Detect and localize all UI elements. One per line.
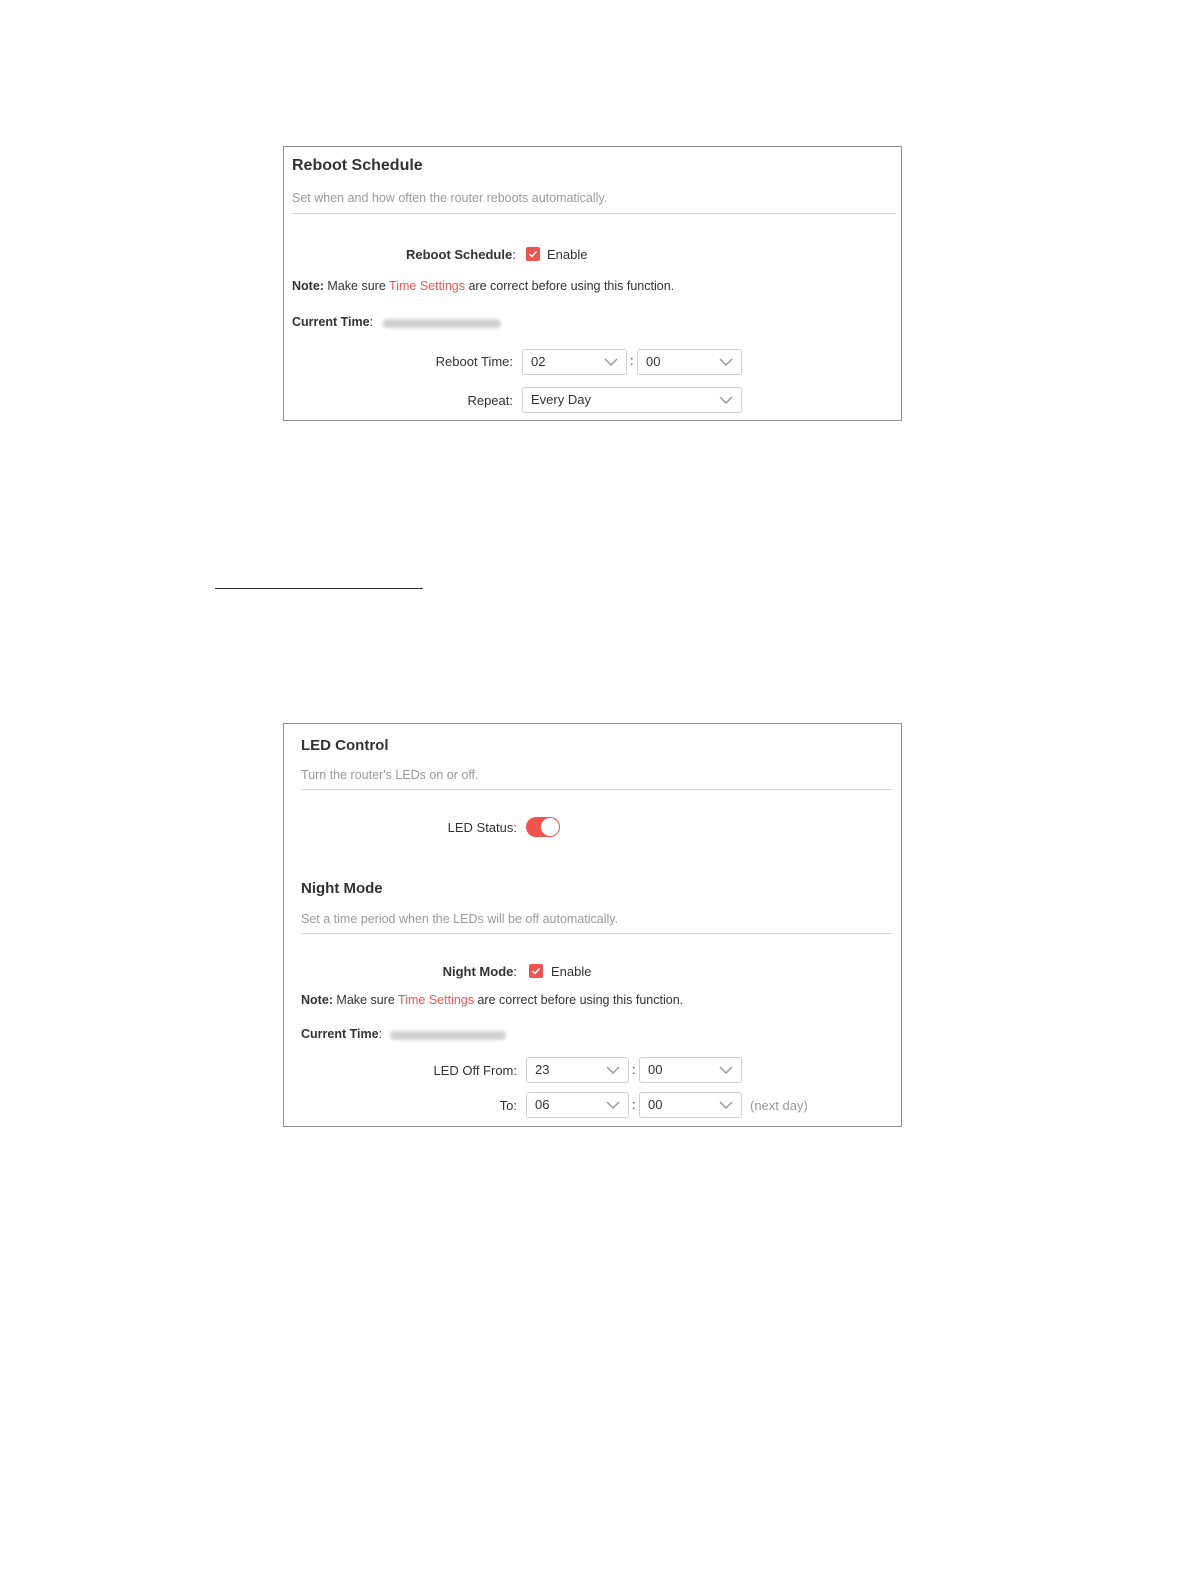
night-mode-enable-checkbox[interactable]	[529, 964, 543, 978]
led-off-from-label: LED Off From:	[433, 1063, 517, 1078]
night-mode-enable-label: Enable	[551, 964, 592, 979]
chevron-down-icon	[719, 357, 733, 367]
chevron-down-icon	[604, 357, 618, 367]
reboot-panel-divider	[292, 213, 896, 214]
led-current-time-value	[390, 1031, 506, 1040]
night-mode-description: Set a time period when the LEDs will be off automatically.	[301, 912, 619, 926]
reboot-schedule-label: Reboot Schedule:	[406, 247, 516, 262]
led-to-hour-select[interactable]: 06	[526, 1092, 629, 1118]
reboot-panel-description: Set when and how often the router reboots automatically.	[292, 191, 608, 205]
reboot-time-separator: :	[630, 353, 634, 368]
repeat-label: Repeat:	[467, 393, 513, 408]
led-panel-title: LED Control	[301, 737, 389, 754]
reboot-enable-checkbox[interactable]	[526, 247, 540, 261]
reboot-minute-select[interactable]: 00	[637, 349, 742, 375]
led-panel-divider	[301, 789, 892, 790]
led-panel-description: Turn the router's LEDs on or off.	[301, 768, 479, 782]
night-mode-divider	[301, 933, 892, 934]
led-status-label: LED Status:	[447, 820, 517, 835]
repeat-select[interactable]: Every Day	[522, 387, 742, 413]
chevron-down-icon	[719, 1100, 733, 1110]
section-rule	[215, 588, 423, 589]
chevron-down-icon	[606, 1065, 620, 1075]
checkmark-icon	[531, 966, 541, 976]
led-from-hour-select[interactable]: 23	[526, 1057, 629, 1083]
chevron-down-icon	[606, 1100, 620, 1110]
reboot-hour-select[interactable]: 02	[522, 349, 627, 375]
reboot-current-time-value	[383, 319, 501, 328]
reboot-time-label: Reboot Time:	[435, 354, 513, 369]
reboot-panel-title: Reboot Schedule	[292, 157, 423, 174]
night-mode-title: Night Mode	[301, 880, 383, 897]
led-status-toggle[interactable]	[526, 817, 560, 837]
time-settings-link[interactable]: Time Settings	[389, 279, 465, 293]
led-current-time-label: Current Time:	[301, 1027, 383, 1041]
reboot-enable-label: Enable	[547, 247, 588, 262]
led-from-separator: :	[632, 1062, 636, 1077]
night-mode-label: Night Mode:	[442, 964, 517, 979]
led-to-separator: :	[632, 1097, 636, 1112]
reboot-note: Note: Make sure Time Settings are correct before using this function.	[292, 279, 675, 293]
led-note: Note: Make sure Time Settings are correct before using this function.	[301, 993, 684, 1007]
reboot-current-time-label: Current Time:	[292, 315, 374, 329]
toggle-knob	[541, 818, 559, 836]
led-to-minute-select[interactable]: 00	[639, 1092, 742, 1118]
next-day-note: (next day)	[750, 1098, 808, 1113]
led-to-label: To:	[499, 1098, 517, 1113]
time-settings-link[interactable]: Time Settings	[398, 993, 474, 1007]
chevron-down-icon	[719, 395, 733, 405]
chevron-down-icon	[719, 1065, 733, 1075]
led-control-panel	[283, 723, 902, 1127]
reboot-schedule-panel	[283, 146, 902, 421]
led-from-minute-select[interactable]: 00	[639, 1057, 742, 1083]
checkmark-icon	[528, 249, 538, 259]
